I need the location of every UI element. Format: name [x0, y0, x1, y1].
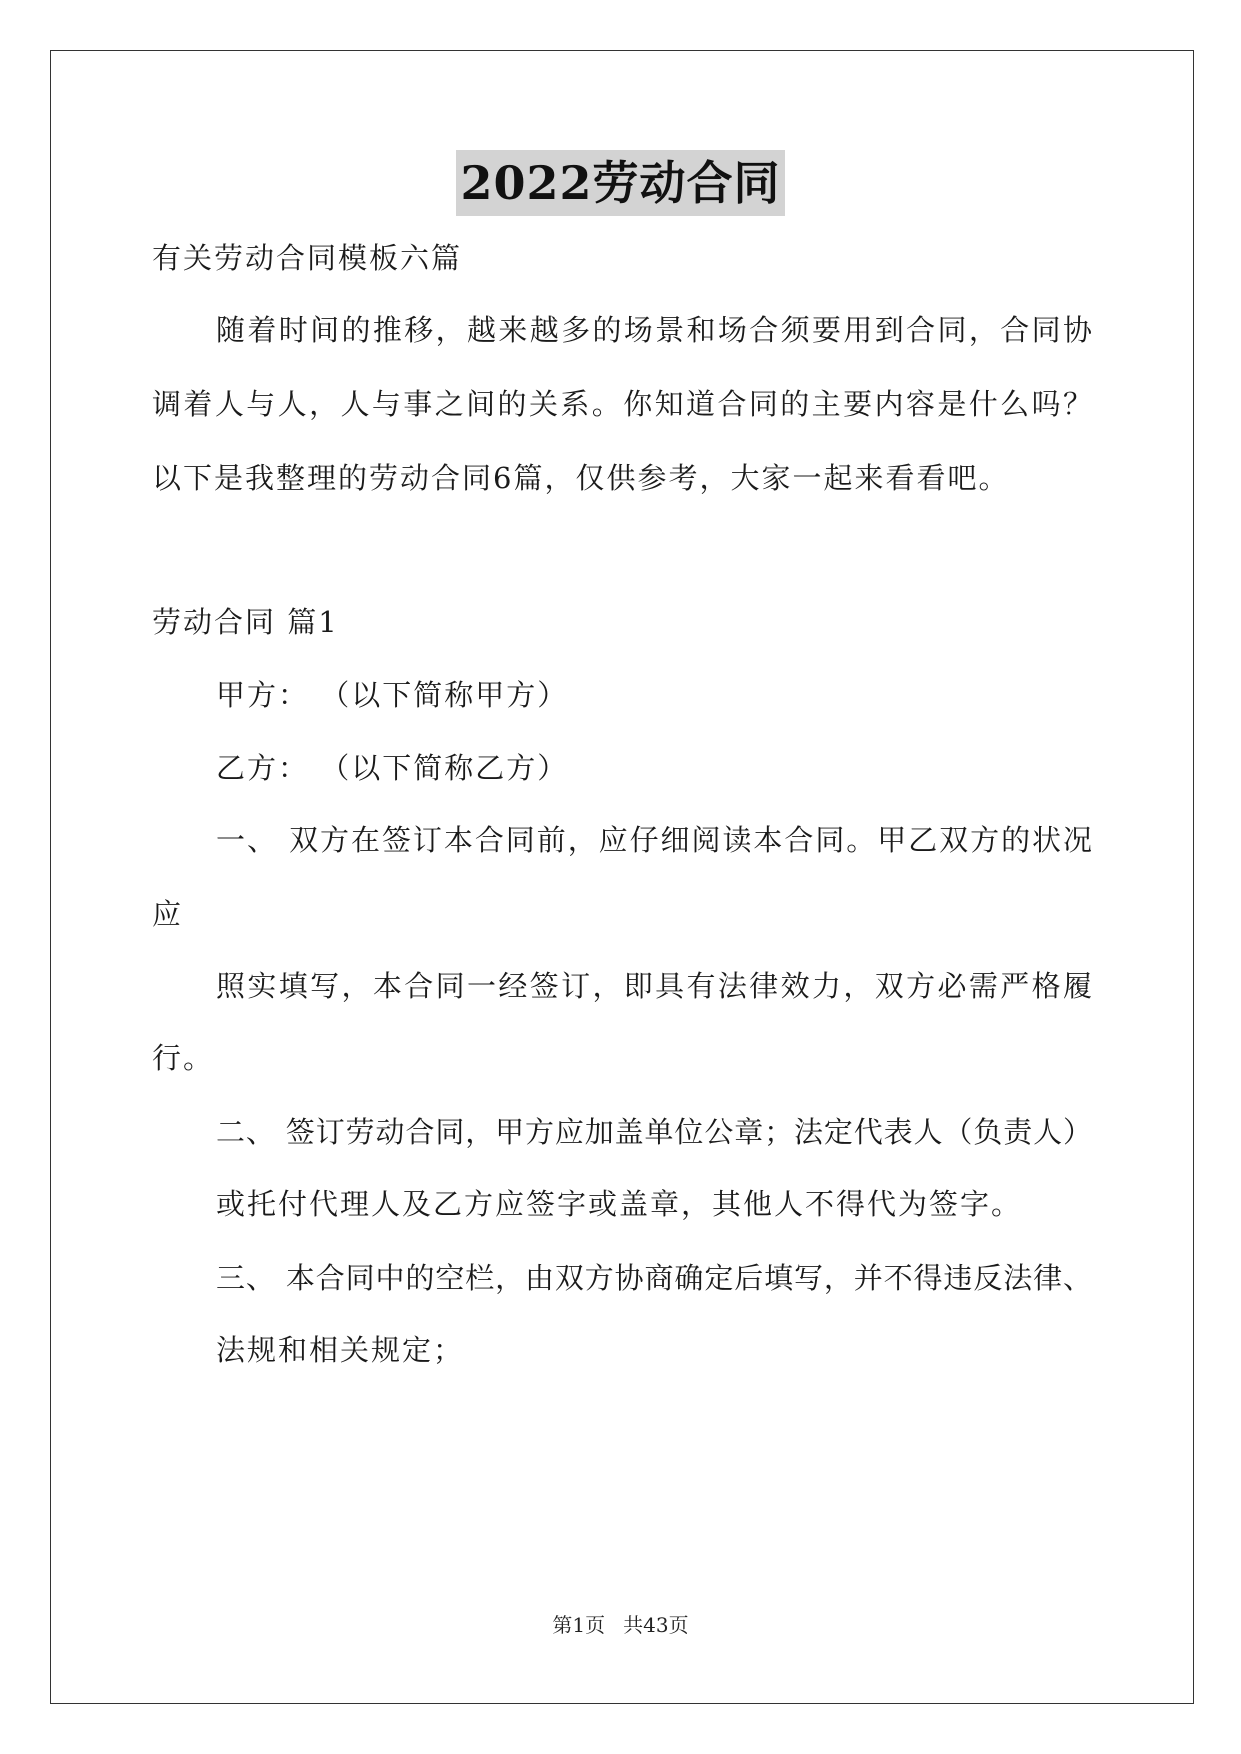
- subtitle-line: 有关劳动合同模板六篇: [152, 241, 463, 275]
- clause-line: 照实填写，本合同一经签订，即具有法律效力，双方必需严格履: [216, 969, 1092, 1003]
- clause-line: 应: [152, 897, 184, 931]
- document-title: 2022劳动合同: [456, 150, 784, 216]
- body-line: 调着人与人，人与事之间的关系。你知道合同的主要内容是什么吗？: [152, 387, 1092, 421]
- party-b-line: 乙方： （以下简称乙方）: [216, 751, 569, 785]
- page-number-current: 第1页: [552, 1613, 606, 1637]
- clause-line: 或托付代理人及乙方应签字或盖章，其他人不得代为签字。: [216, 1187, 1023, 1221]
- party-a-line: 甲方： （以下简称甲方）: [216, 678, 569, 712]
- page-footer: [0, 1612, 1241, 1638]
- page-number-total: 共43页: [623, 1613, 689, 1637]
- clause-line: 法规和相关规定；: [216, 1333, 465, 1367]
- clause-line: 一、 双方在签订本合同前，应仔细阅读本合同。甲乙双方的状况: [216, 823, 1092, 857]
- page-border: [50, 50, 1194, 1704]
- clause-line: 三、 本合同中的空栏，由双方协商确定后填写，并不得违反法律、: [216, 1261, 1092, 1295]
- body-line: 以下是我整理的劳动合同6篇，仅供参考，大家一起来看看吧。: [152, 461, 1010, 495]
- section-heading: 劳动合同 篇1: [152, 605, 339, 639]
- clause-line: 二、 签订劳动合同，甲方应加盖单位公章；法定代表人（负责人）: [216, 1115, 1092, 1149]
- body-line: 随着时间的推移，越来越多的场景和场合须要用到合同，合同协: [216, 313, 1092, 347]
- title-container: [0, 150, 1241, 216]
- clause-line: 行。: [152, 1041, 215, 1075]
